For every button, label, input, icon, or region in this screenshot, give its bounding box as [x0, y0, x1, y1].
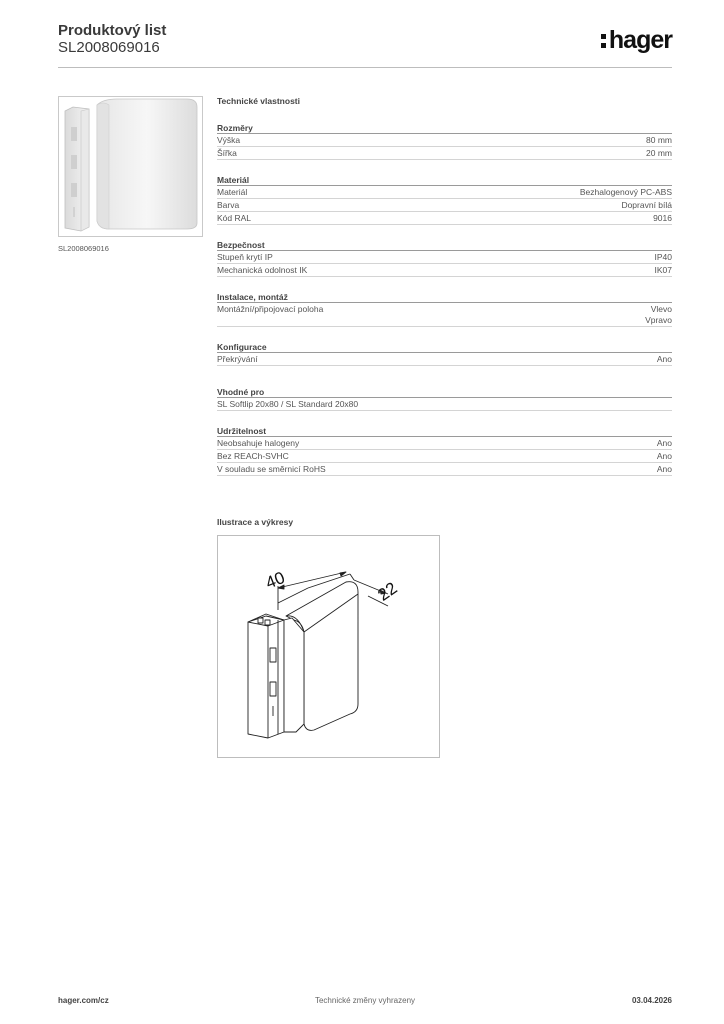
spec-value: Ano [656, 354, 672, 364]
spec-label: Mechanická odolnost IK [217, 265, 308, 275]
dimension-depth-label: 40 [262, 567, 288, 593]
spec-value: 20 mm [646, 148, 672, 158]
footer-date: 03.04.2026 [631, 996, 672, 1005]
spec-row [217, 147, 672, 160]
spec-group-dimensions [217, 122, 672, 160]
product-code: SL2008069016 [58, 39, 160, 56]
hager-logo [601, 28, 672, 54]
spec-group-suitable-for [217, 386, 672, 411]
logo-colon-icon [601, 30, 607, 51]
spec-value: 80 mm [646, 135, 672, 145]
spec-row [217, 212, 672, 225]
group-title: Bezpečnost [217, 239, 672, 251]
technical-specs [217, 96, 672, 476]
spec-value: Ano [656, 464, 672, 474]
group-title: Instalace, montáž [217, 291, 672, 303]
spec-row [217, 134, 672, 147]
group-title: Materiál [217, 174, 672, 186]
spec-label: Překrývání [217, 354, 258, 364]
spec-label: V souladu se směrnicí RoHS [217, 464, 326, 474]
spec-label: Materiál [217, 187, 248, 197]
spec-label: Stupeň krytí IP [217, 252, 273, 262]
spec-label: Barva [217, 200, 240, 210]
page-footer [58, 996, 672, 1010]
spec-label: Kód RAL [217, 213, 252, 223]
spec-value: Ano [656, 451, 672, 461]
spec-value: 9016 [653, 213, 672, 223]
group-title: Rozměry [217, 122, 672, 134]
spec-value: Vlevo [650, 304, 672, 314]
photo-caption: SL2008069016 [58, 244, 109, 253]
dimension-width-label: 22 [374, 578, 401, 605]
spec-row [217, 264, 672, 277]
depth-extension-line [278, 588, 308, 603]
spec-group-sustainability [217, 425, 672, 476]
technical-drawing [217, 535, 440, 758]
spec-value: IK07 [654, 265, 672, 275]
spec-row [217, 251, 672, 264]
spec-label: Šířka [217, 148, 237, 158]
product-photo-image [59, 97, 202, 236]
spec-row [217, 437, 672, 450]
spec-row [217, 186, 672, 199]
technical-drawing-svg [218, 536, 439, 757]
spec-value: Bezhalogenový PC-ABS [579, 187, 672, 197]
spec-label: SL Softlip 20x80 / SL Standard 20x80 [217, 399, 359, 409]
spec-label: Výška [217, 135, 241, 145]
product-photo [58, 96, 203, 237]
footer-website-link[interactable]: hager.com/cz [58, 996, 109, 1005]
spec-group-material [217, 174, 672, 225]
spec-value: Ano [656, 438, 672, 448]
footer-disclaimer: Technické změny vyhrazeny [314, 996, 416, 1005]
spec-row [217, 303, 672, 327]
spec-row [217, 199, 672, 212]
spec-group-installation [217, 291, 672, 327]
spec-value: IP40 [654, 252, 672, 262]
group-title: Vhodné pro [217, 386, 672, 398]
spec-row [217, 398, 672, 411]
illustrations-title: Ilustrace a výkresy [217, 517, 294, 527]
logo-text: hager [608, 26, 672, 54]
spec-group-configuration [217, 341, 672, 366]
document-title: Produktový list [58, 22, 167, 39]
spec-group-safety [217, 239, 672, 277]
group-title: Konfigurace [217, 341, 672, 353]
spec-row [217, 463, 672, 476]
group-title: Udržitelnost [217, 425, 672, 437]
page-header [58, 22, 672, 68]
spec-label: Bez REACh-SVHC [217, 451, 289, 461]
spec-row [217, 450, 672, 463]
spec-value: Vpravo [645, 315, 672, 325]
specs-title: Technické vlastnosti [217, 96, 300, 106]
spec-label: Montážní/připojovací poloha [217, 304, 324, 314]
spec-row [217, 353, 672, 366]
spec-label: Neobsahuje halogeny [217, 438, 300, 448]
spec-value: Dopravní bílá [621, 200, 672, 210]
